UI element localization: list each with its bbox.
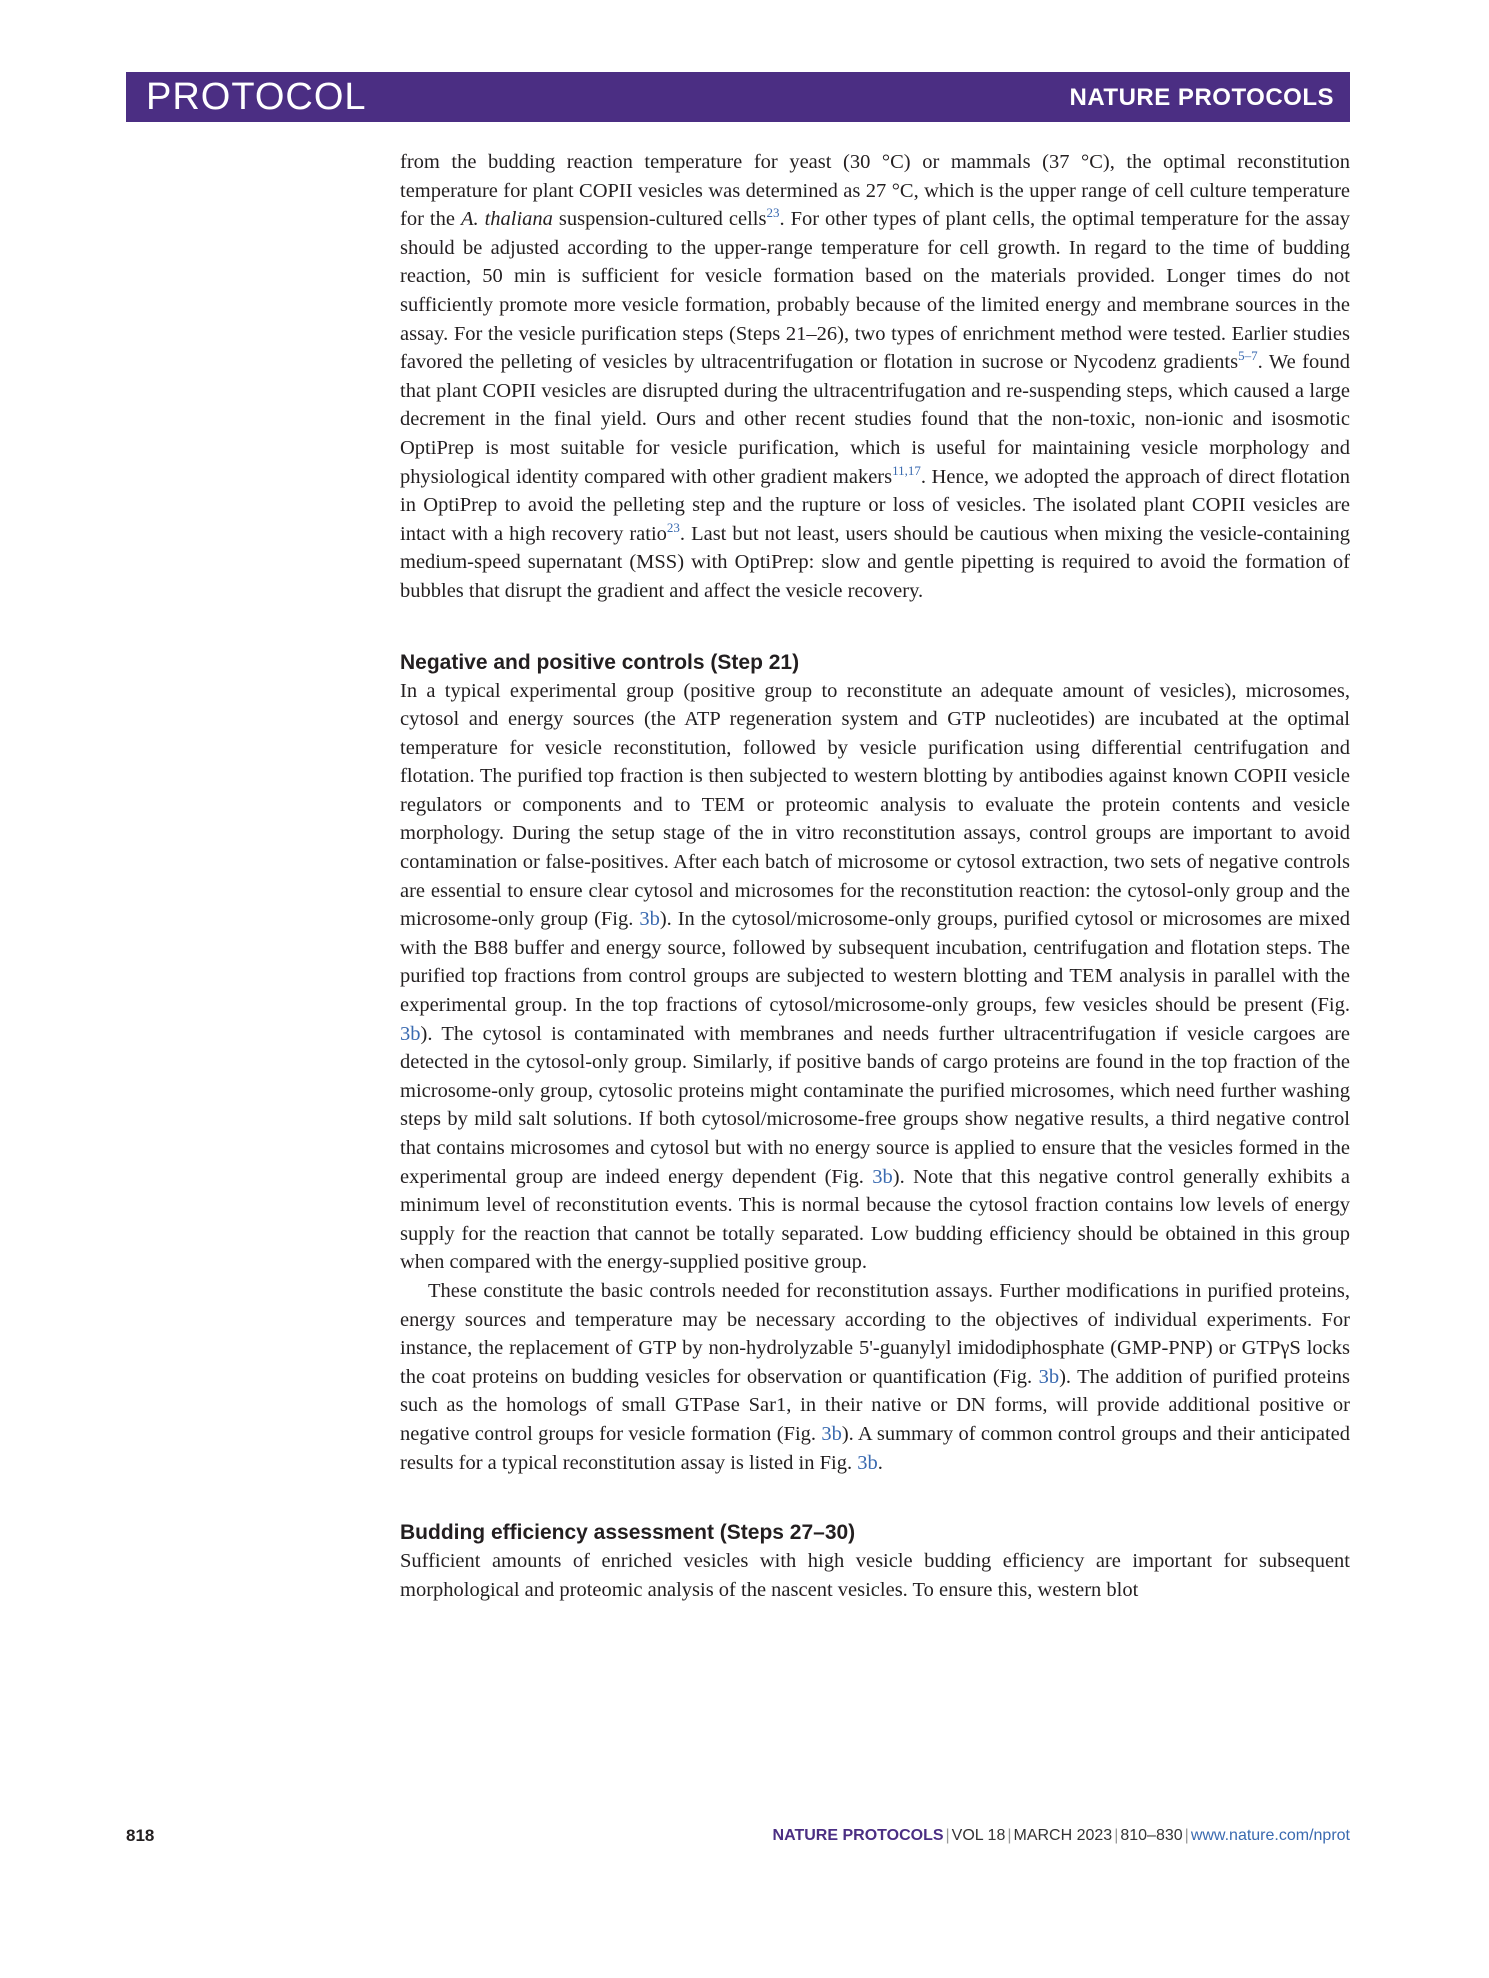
text-run: In a typical experimental group (positive group to reconstitute an adequate amount of vesicles), microsomes, cytosol and energy sources (the ATP regeneration system and GTP nucleotides) are incubated at the optimal temperature for vesicle reconstitution, followed by vesicle purification using differential centrifugation and flotation. The purified top fraction is then subjected to western blotting by antibodies against known COPII vesicle regulators or components and to TEM or proteomic analysis to evaluate the protein contents and vesicle morphology. During the setup stage of the in vitro reconstitution assays, control groups are important to avoid contamination or false-positives. After each batch of microsome or cytosol extraction, two sets of negative controls are essential to ensure clear cytosol and microsomes for the reconstitution reaction: the cytosol-only group and the microsome-only group (Fig. [400,679,1350,931]
reference-link[interactable]: 23 [766,205,780,221]
text-run: ). The cytosol is contaminated with membranes and needs further ultracentrifugation if vesicle cargoes are detected in the cytosol-only group. Similarly, if positive bands of cargo proteins are found in the top fraction of the microsome-only group, cytosolic proteins might contaminate the purified microsomes, which need further washing steps by mild salt solutions. If both cytosol/microsome-free groups show negative results, a third negative control that contains microsomes and cytosol but with no energy source is applied to ensure that the vesicles formed in the experimental group are indeed energy dependent (Fig. [400,1022,1350,1188]
footer-date: MARCH 2023 [1013,1827,1113,1844]
paragraph-1 [400,148,1350,606]
separator: | [1184,1827,1189,1844]
text-run: . Last but not least, users should be cautious when mixing the vesicle-containing medium-speed supernatant (MSS) with OptiPrep: slow and gentle pipetting is required to avoid the formation of bubbles that disrupt the gradient and affect the vesicle recovery. [400,522,1350,602]
text-run: ). The addition of purified proteins such as the homologs of small GTPase Sar1, in their native or DN forms, will provide additional positive or negative control groups for vesicle formation (Fig. [400,1365,1350,1445]
section-label: PROTOCOL [146,76,367,118]
reference-link[interactable]: 5–7 [1238,348,1258,364]
header-bar [126,72,1350,122]
text-run: from the budding reaction temperature for yeast (30 °C) or mammals (37 °C), the optimal reconstitution temperature for plant COPII vesicles was determined as 27 °C, which is the upper range of cell culture temperature for the [400,151,1350,231]
footer-journal: NATURE PROTOCOLS [772,1827,944,1844]
text-run: . Hence, we adopted the approach of direct flotation in OptiPrep to avoid the pelleting step and the rupture or loss of vesicles. The isolated plant COPII vesicles are intact with a high recovery ratio [400,465,1351,545]
figure-link[interactable]: 3b [1038,1365,1060,1388]
text-run: suspension-cultured cells [552,208,767,231]
separator: | [1114,1827,1119,1844]
figure-link[interactable]: 3b [639,908,660,931]
footer-citation [773,1827,1350,1845]
paragraph-2 [400,677,1350,1277]
text-run: . [877,1451,883,1474]
text-run: . We found that plant COPII vesicles are disrupted during the ultracentrifugation and re-suspending steps, which caused a large decrement in the final yield. Ours and other recent studies found that the non-toxic, non-ionic and isosmotic OptiPrep is most suitable for vesicle purification, which is useful for maintaining vesicle morphology and physiological identity compared with other gradient makers [400,351,1350,488]
separator: | [1007,1827,1012,1844]
section-heading: Negative and positive controls (Step 21) [400,650,800,674]
species-name: A. thaliana [460,208,553,231]
figure-link[interactable]: 3b [857,1451,878,1474]
text-run: ). In the cytosol/microsome-only groups, purified cytosol or microsomes are mixed with the B88 buffer and energy source, followed by subsequent incubation, centrifugation and flotation steps. The purified top fractions from control groups are subjected to western blotting and TEM analysis in parallel with the experimental group. In the top fractions of cytosol/microsome-only groups, few vesicles should be present (Fig. [400,908,1350,1017]
figure-link[interactable]: 3b [821,1422,842,1445]
text-run: . For other types of plant cells, the optimal temperature for the assay should be adjusted according to the upper-range temperature for cell growth. In regard to the time of budding reaction, 50 min is sufficient for vesicle formation based on the materials provided. Longer times do not sufficiently promote more vesicle formation, probably because of the limited energy and membrane sources in the assay. For the vesicle purification steps (Steps 21–26), two types of enrichment method were tested. Earlier studies favored the pelleting of vesicles by ultracentrifugation or flotation in sucrose or Nycodenz gradients [400,208,1351,374]
figure-link[interactable]: 3b [400,1022,421,1045]
reference-link[interactable]: 11,17 [892,462,921,478]
text-run: ). A summary of common control groups and their anticipated results for a typical reconstitution assay is listed in Fig. [400,1422,1351,1474]
journal-name: NATURE PROTOCOLS [1069,84,1334,111]
text-run: These constitute the basic controls needed for reconstitution assays. Further modifications in purified proteins, energy sources and temperature may be necessary according to the objectives of individual experiments. For instance, the replacement of GTP by non-hydrolyzable 5'-guanylyl imidodiphosphate (GMP-PNP) or GTPγS locks the coat proteins on budding vesicles for observation or quantification (Fig. [400,1279,1350,1388]
page-number: 818 [126,1826,155,1845]
paragraph-3 [400,1277,1350,1477]
article-body [400,148,1350,1604]
reference-link[interactable]: 23 [666,519,680,535]
paragraph-4: Sufficient amounts of enriched vesicles with high vesicle budding efficiency are important for subsequent morphological and proteomic analysis of the nascent vesicles. To ensure this, western blot [400,1550,1350,1601]
footer-pages: 810–830 [1120,1827,1183,1844]
figure-link[interactable]: 3b [872,1165,893,1188]
journal-url-link[interactable]: www.nature.com/nprot [1190,1827,1350,1844]
text-run: ). Note that this negative control generally exhibits a minimum level of reconstitution events. This is normal because the cytosol fraction contains low levels of energy supply for the reaction that cannot be totally separated. Low budding efficiency should be obtained in this group when compared with the energy-supplied positive group. [400,1165,1350,1274]
footer-volume: VOL 18 [951,1827,1006,1844]
separator: | [945,1827,950,1844]
section-heading: Budding efficiency assessment (Steps 27–30) [400,1521,856,1545]
